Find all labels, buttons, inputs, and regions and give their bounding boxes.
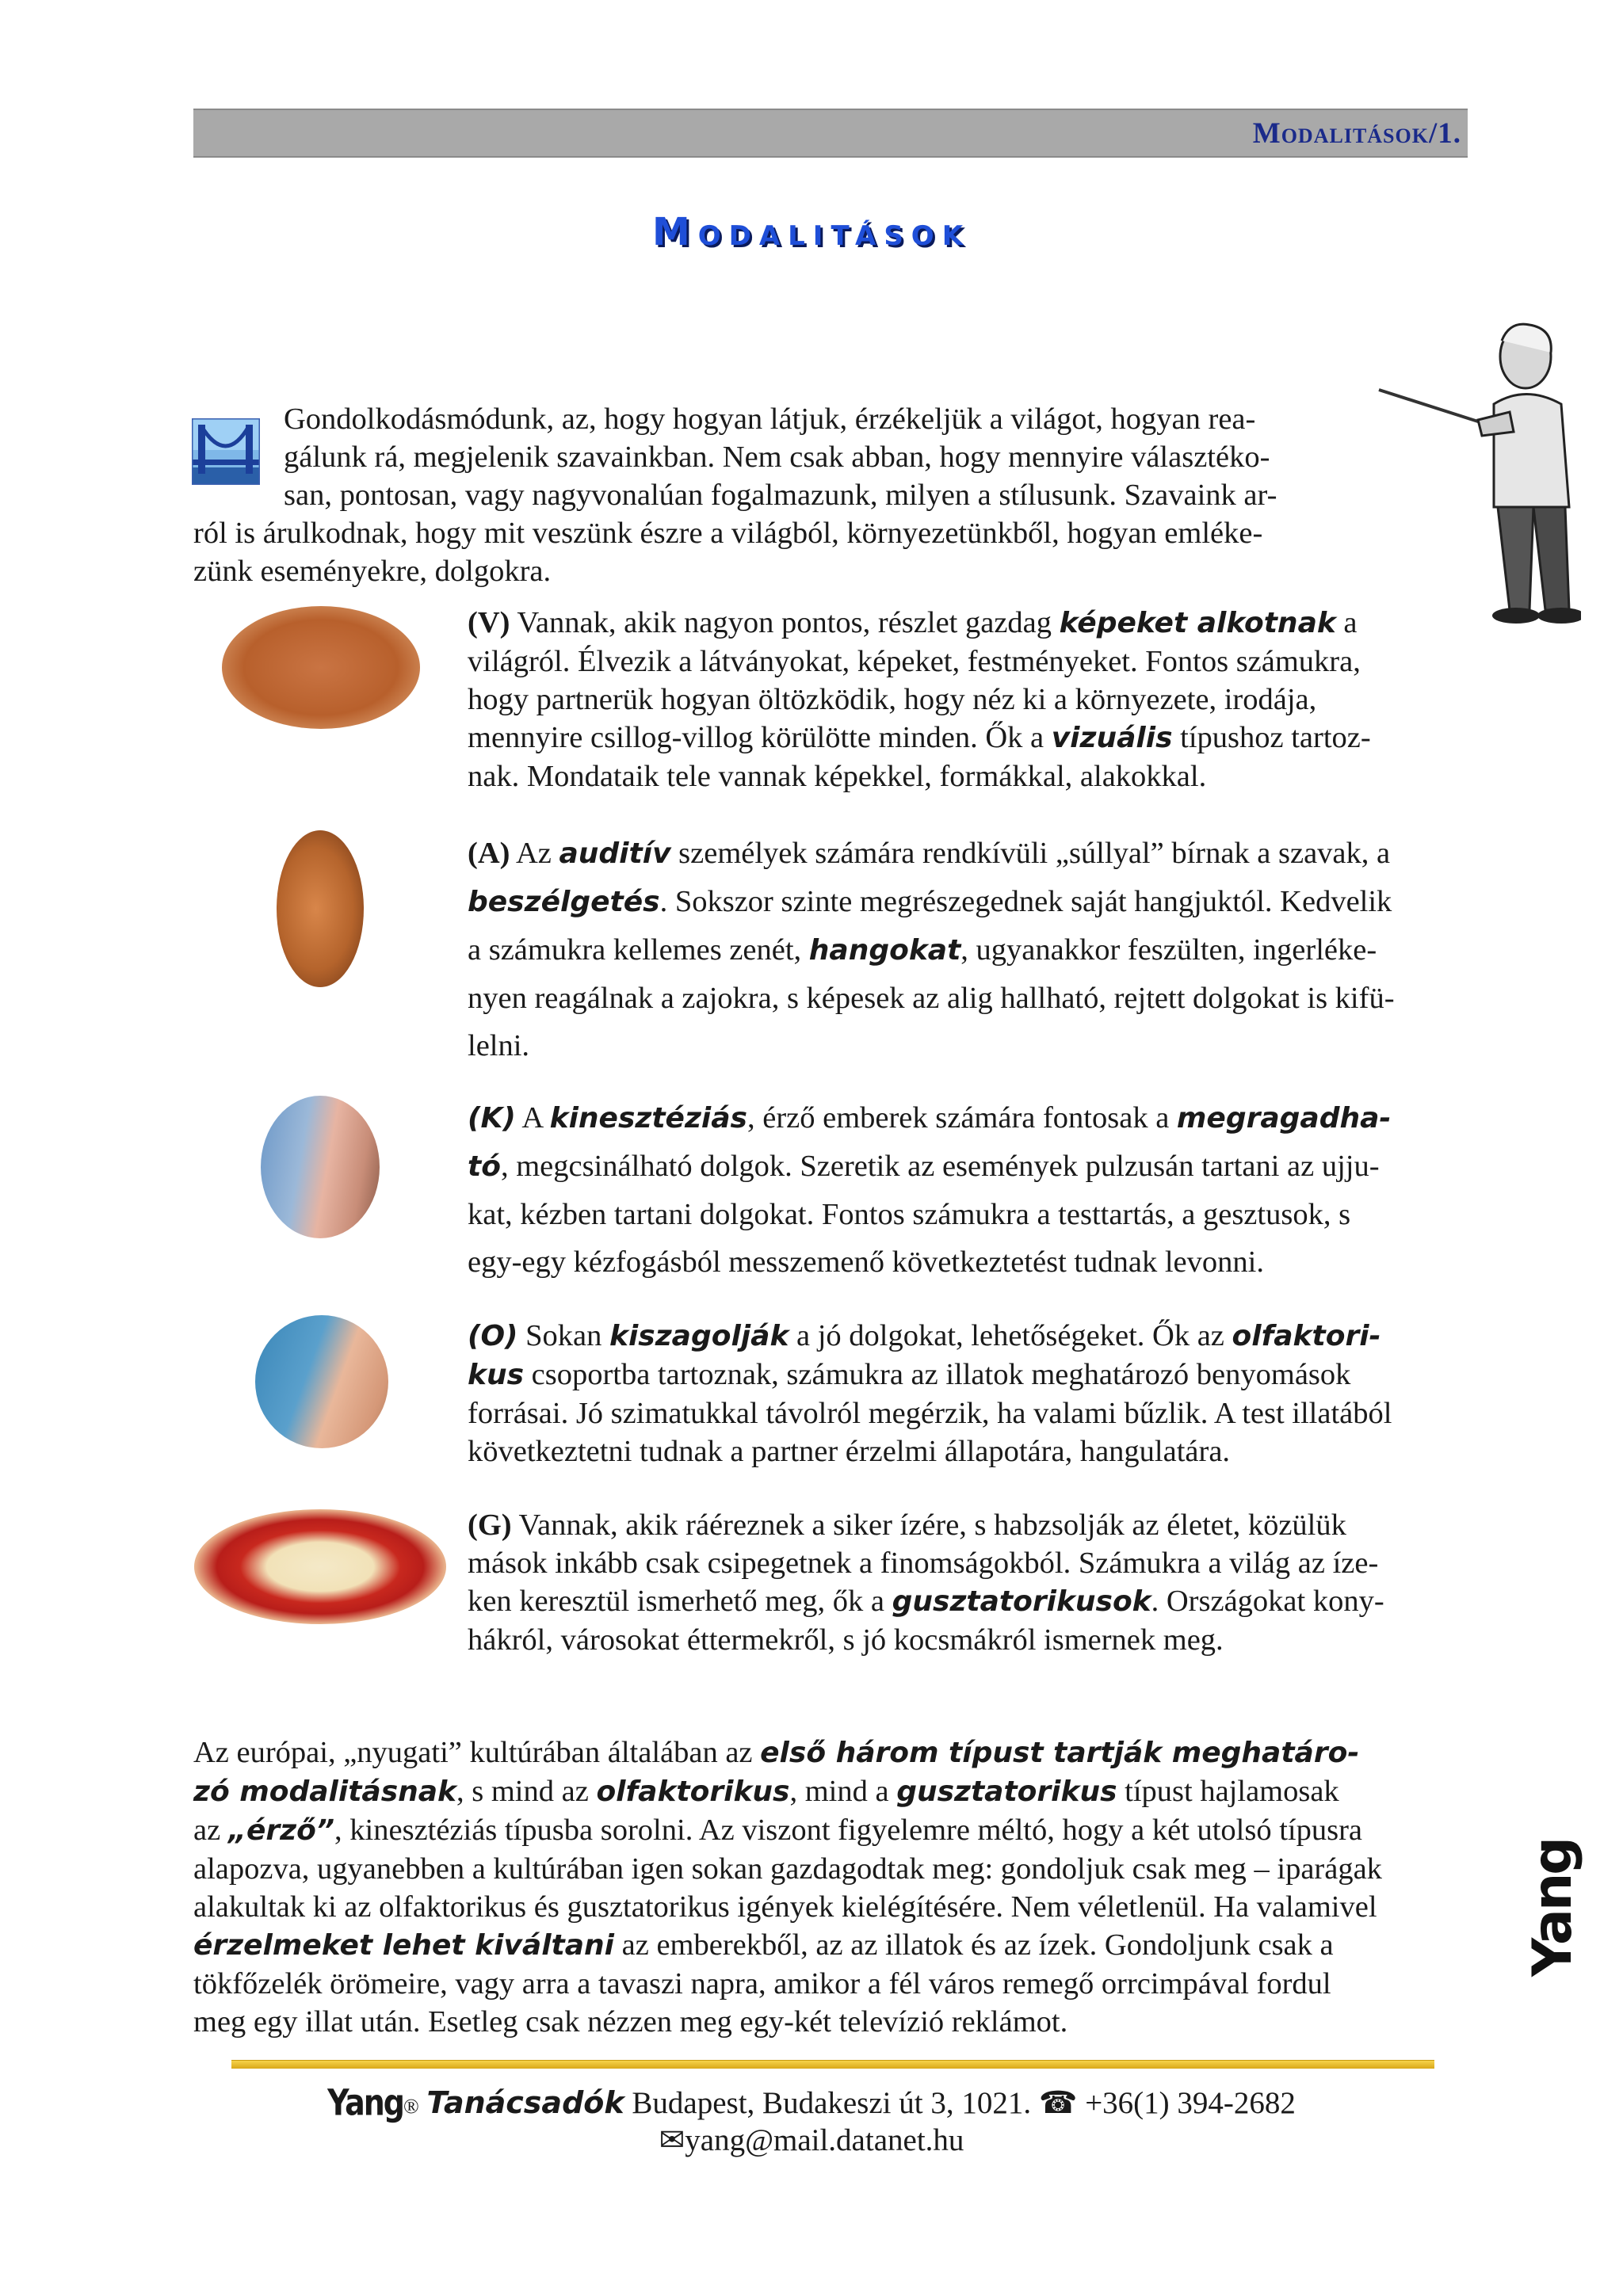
emphasis: vizuális [1051,722,1173,754]
text: A [515,1101,550,1135]
text: Vannak, akik nagyon pontos, részlet gazdag [510,606,1060,639]
text: Az európai, „nyugati” kultúrában általában az [193,1736,761,1769]
text-line: mások inkább csak csipegetnek a finomságokból. Számukra a világ az íze- [468,1547,1379,1580]
text-line: tökfőzelék örömeire, vagy arra a tavaszi napra, amikor a fél város remegő orrcimpával fordul [193,1967,1331,2000]
text: a [1335,606,1358,639]
emphasis: zó modalitásnak [193,1775,456,1808]
text: , mind a [789,1775,897,1808]
text-line: hákról, városokat éttermekről, s jó kocsmákról ismernek meg. [468,1623,1224,1657]
nose-image [255,1315,388,1448]
text: típust hajlamosak [1117,1775,1339,1808]
text-line: nak. Mondataik tele vannak képekkel, formákkal, alakokkal. [468,760,1207,793]
emphasis: hangokat [808,934,961,967]
eye-image [222,606,420,729]
text-line: világról. Élvezik a látványokat, képeket, festményeket. Fontos számukra, [468,645,1361,678]
text-line: egy-egy kézfogásból messzemenő következtetést tudnak levonni. [468,1245,1264,1279]
side-logo: Yang [1522,1839,1584,1977]
intro-line: ról is árulkodnak, hogy mit veszünk észre a világból, környezetünkből, hogyan emléke- [193,517,1263,550]
emphasis: gusztatorikusok [892,1585,1151,1618]
gustatory-paragraph [468,1506,1458,1659]
emphasis: gusztatorikus [896,1775,1117,1808]
header-bar [193,109,1468,158]
text: Sokan [517,1319,610,1352]
emphasis: „érző” [227,1814,335,1847]
mail-icon: ✉ [659,2123,685,2157]
text: az [193,1814,228,1847]
intro-line: Gondolkodásmódunk, az, hogy hogyan látjuk, érzékeljük a világot, hogyan rea- [284,402,1256,436]
text: a jó dolgokat, lehetőségeket. Ők az [789,1319,1232,1352]
text-line: alakultak ki az olfaktorikus és gusztatorikus igények kielégítésére. Nem véletlenül. Ha valamivel [193,1890,1377,1924]
kinesthetic-paragraph [468,1094,1458,1286]
footer-logo: Yang [327,2081,404,2124]
gustatory-lead: (G) [468,1508,512,1542]
text-line: kat, kézben tartani dolgokat. Fontos számukra a testtartás, a gesztusok, s [468,1198,1351,1231]
page-title: Modalitások [651,210,972,254]
company-name: Tanácsadók [426,2085,624,2120]
text: , kinesztéziás típusba sorolni. Az viszont figyelemre méltó, hogy a két utolsó típusra [334,1814,1363,1847]
emphasis: megragadha- [1176,1102,1392,1135]
emphasis: beszélgetés [468,886,660,918]
emphasis: tó [468,1150,501,1183]
olfactory-paragraph [468,1317,1458,1470]
emphasis: olfaktorikus [596,1775,790,1808]
text: . Országokat kony- [1151,1585,1384,1618]
text: személyek számára rendkívüli „súllyal” bírnak a szavak, a [670,837,1391,870]
visual-lead: (V) [468,606,510,639]
emphasis: auditív [559,837,671,870]
intro-line: san, pontosan, vagy nagyvonalúan fogalmazunk, milyen a stílusunk. Szavaink ar- [284,479,1277,512]
hand-image [261,1096,380,1238]
footer-divider [231,2060,1434,2069]
intro-paragraph [193,400,1335,590]
footer-address [0,2081,1623,2126]
text-line: hogy partnerük hogyan öltözködik, hogy néz ki a környezete, irodája, [468,683,1317,716]
footer-email [0,2122,1623,2160]
auditory-lead: (A) [468,837,510,870]
emphasis: első három típust tartják meghatáro- [760,1737,1360,1769]
phone-icon: ☎ [1038,2086,1078,2120]
intro-line: zünk eseményekre, dolgokra. [193,555,552,588]
auditory-paragraph [468,830,1458,1070]
emphasis: érzelmeket lehet kiváltani [193,1929,615,1962]
text-line: meg egy illat után. Esetleg csak nézzen meg egy-két televízió reklámot. [193,2005,1068,2039]
ear-image [277,830,364,987]
emphasis: kus [468,1359,524,1391]
mouth-image [194,1509,446,1624]
text: . Sokszor szinte megrészegednek saját hangjuktól. Kedvelik [659,885,1392,918]
kinesthetic-lead: (K) [468,1102,516,1135]
text: Az [510,837,559,870]
text: , érző emberek számára fontosak a [747,1101,1177,1135]
header-title: Modalitások/1. [1252,117,1461,150]
email-link[interactable]: yang@mail.datanet.hu [685,2123,964,2157]
text: Vannak, akik ráéreznek a siker ízére, s habzsolják az életet, közülük [511,1508,1346,1542]
text: , ugyanakkor feszülten, ingerléke- [960,933,1377,967]
text-line: következtetni tudnak a partner érzelmi állapotára, hangulatára. [468,1435,1231,1468]
address-text: Budapest, Budakeszi út 3, 1021. [624,2086,1039,2120]
emphasis: kiszagolják [609,1320,789,1352]
emphasis: kinesztéziás [549,1102,747,1135]
emphasis: képeket alkotnak [1059,607,1336,639]
text-line: nyen reagálnak a zajokra, s képesek az alig hallható, rejtett dolgokat is kifü- [468,982,1395,1015]
text: ken keresztül ismerhető meg, ők a [468,1585,892,1618]
text: , s mind az [456,1775,597,1808]
intro-line: gálunk rá, megjelenik szavainkban. Nem csak abban, hogy mennyire választéko- [284,441,1270,474]
emphasis: olfaktori- [1232,1320,1381,1352]
text-line: alapozva, ugyanebben a kultúrában igen sokan gazdagodtak meg: gondoljuk csak meg – iparágak [193,1852,1382,1886]
text: csoportba tartoznak, számukra az illatok meghatározó benyomások [524,1358,1351,1391]
text: , megcsinálható dolgok. Szeretik az események pulzusán tartani az ujju- [500,1150,1380,1183]
professor-pointer-icon [1375,317,1581,626]
visual-paragraph [468,604,1458,795]
text: az emberekből, az az illatok és az ízek. Gondoljunk csak a [614,1928,1334,1962]
registered-mark: ® [403,2095,419,2118]
text: mennyire csillog-villog körülötte minden. Ők a [468,721,1052,754]
text-line: lelni. [468,1029,530,1062]
text-line: forrásai. Jó szimatukkal távolról megérzik, ha valami bűzlik. A test illatából [468,1397,1392,1430]
text: típushoz tartoz- [1172,721,1371,754]
text: a számukra kellemes zenét, [468,933,809,967]
closing-paragraph [193,1733,1477,2041]
phone-number: +36(1) 394-2682 [1077,2086,1296,2120]
olfactory-lead: (O) [468,1320,518,1352]
